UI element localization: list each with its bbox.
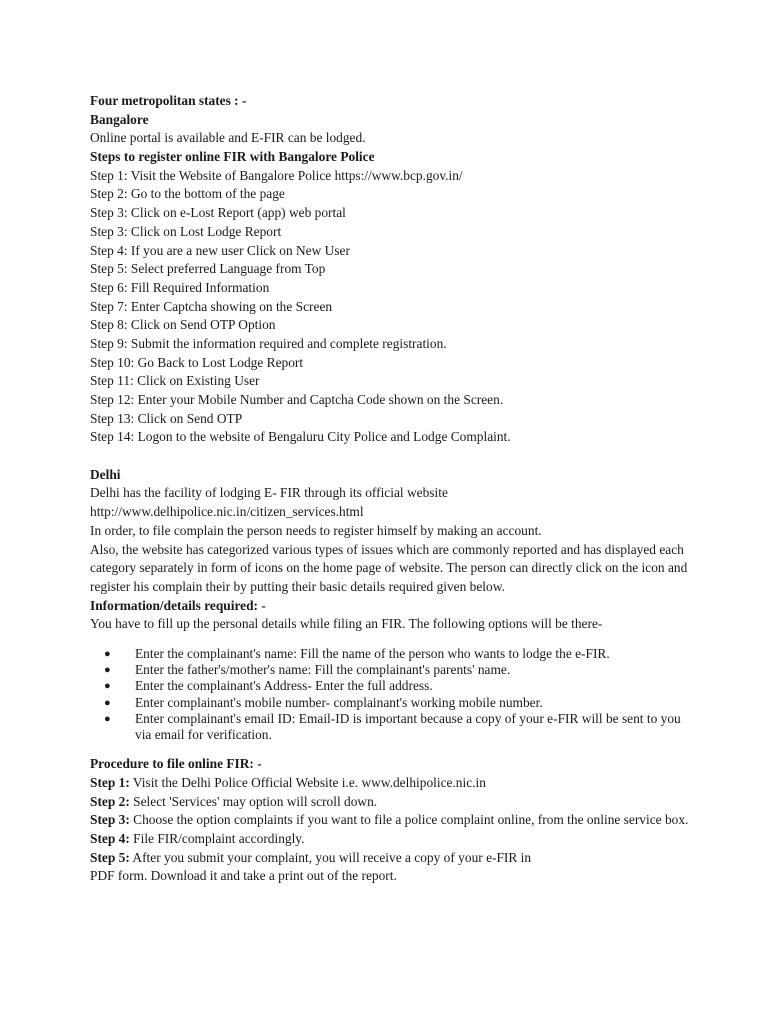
bullet-icon: ● bbox=[104, 680, 111, 693]
step-label: Step 5: bbox=[90, 849, 130, 865]
step-line: Step 11: Click on Existing User bbox=[90, 373, 260, 389]
step-label: Step 3: bbox=[90, 812, 130, 828]
list-item-text: Enter the complainant's Address- Enter the full address. bbox=[135, 678, 433, 694]
step-line: Step 10: Go Back to Lost Lodge Report bbox=[90, 354, 304, 370]
step-label: Step 1: bbox=[90, 774, 130, 790]
step-text: Choose the option complaints if you want to file a police complaint online, from the online service box. bbox=[129, 812, 689, 828]
list-item-text: Enter the complainant's name: Fill the name of the person who wants to lodge the e-FIR. bbox=[135, 645, 610, 661]
info-text: You have to fill up the personal details while filing an FIR. The following options will be there- bbox=[90, 616, 603, 632]
spacer bbox=[90, 447, 690, 466]
section-heading: Four metropolitan states : - bbox=[90, 93, 247, 108]
bangalore-steps-list bbox=[90, 167, 690, 447]
step-line: Step 8: Click on Send OTP Option bbox=[90, 317, 276, 333]
list-item bbox=[104, 710, 690, 743]
step-line: Step 3: Click on e-Lost Report (app) web portal bbox=[90, 205, 346, 221]
list-item bbox=[104, 645, 690, 662]
city-heading-bangalore: Bangalore bbox=[90, 111, 149, 127]
procedure-step bbox=[90, 811, 690, 830]
bullet-icon: ● bbox=[104, 647, 111, 660]
procedure-step bbox=[90, 793, 690, 812]
list-item bbox=[104, 662, 690, 678]
step-label: Step 2: bbox=[90, 793, 130, 809]
procedure-step bbox=[90, 830, 690, 849]
step-text: File FIR/complaint accordingly. bbox=[129, 831, 305, 846]
spacer bbox=[90, 743, 690, 755]
list-item-text: Enter complainant's email ID: Email-ID is important because a copy of your e-FIR will be sent to you via email for verification. bbox=[135, 710, 681, 742]
step-line: Step 6: Fill Required Information bbox=[90, 279, 270, 295]
step-text: Visit the Delhi Police Official Website i.e. www.delhipolice.nic.in bbox=[129, 774, 486, 790]
step-line: Step 2: Go to the bottom of the page bbox=[90, 186, 285, 202]
step-label: Step 4: bbox=[90, 831, 130, 846]
step-line: Step 7: Enter Captcha showing on the Screen bbox=[90, 298, 333, 314]
step-line: Step 13: Click on Send OTP bbox=[90, 410, 243, 426]
step-text: Select 'Services' may option will scroll down. bbox=[129, 793, 378, 809]
bangalore-steps-heading: Steps to register online FIR with Bangalore Police bbox=[90, 149, 375, 165]
city-heading-delhi: Delhi bbox=[90, 466, 121, 482]
details-bullet-list bbox=[90, 646, 690, 743]
step-line: Step 9: Submit the information required and complete registration. bbox=[90, 335, 447, 351]
step-line: Step 14: Logon to the website of Bengaluru City Police and Lodge Complaint. bbox=[90, 429, 511, 445]
step-line: Step 12: Enter your Mobile Number and Captcha Code shown on the Screen. bbox=[90, 392, 504, 407]
list-item bbox=[104, 694, 690, 711]
procedure-step bbox=[90, 774, 690, 793]
info-heading: Information/details required: - bbox=[90, 597, 266, 613]
list-item bbox=[104, 678, 690, 694]
bullet-icon: ● bbox=[104, 664, 111, 677]
spacer bbox=[90, 634, 690, 646]
delhi-website-url: http://www.delhipolice.nic.in/citizen_services.html bbox=[90, 504, 364, 520]
step-line: Step 3: Click on Lost Lodge Report bbox=[90, 223, 282, 239]
bullet-icon: ● bbox=[104, 696, 111, 709]
procedure-tail: PDF form. Download it and take a print out of the report. bbox=[90, 868, 397, 884]
delhi-line-1: Delhi has the facility of lodging E- FIR through its official website bbox=[90, 485, 448, 501]
step-line: Step 5: Select preferred Language from Top bbox=[90, 261, 326, 277]
document-body bbox=[90, 92, 690, 886]
bangalore-intro: Online portal is available and E-FIR can be lodged. bbox=[90, 130, 366, 146]
step-text: After you submit your complaint, you will receive a copy of your e-FIR in bbox=[129, 849, 532, 865]
bullet-icon: ● bbox=[104, 712, 111, 725]
procedure-step bbox=[90, 849, 690, 868]
step-line: Step 1: Visit the Website of Bangalore Police https://www.bcp.gov.in/ bbox=[90, 167, 463, 183]
list-item-text: Enter the father's/mother's name: Fill the complainant's parents' name. bbox=[135, 662, 511, 678]
procedure-heading: Procedure to file online FIR: - bbox=[90, 756, 262, 772]
delhi-paragraph: Also, the website has categorized various types of issues which are commonly reported and has displayed each category separately in form of icons on the home page of website. The person can directly click on the icon and register his complain their by putting their basic details required given below. bbox=[90, 541, 688, 594]
step-line: Step 4: If you are a new user Click on New User bbox=[90, 242, 350, 258]
delhi-line-2: In order, to file complain the person needs to register himself by making an account. bbox=[90, 522, 542, 538]
list-item-text: Enter complainant's mobile number- complainant's working mobile number. bbox=[135, 694, 543, 710]
procedure-list bbox=[90, 774, 690, 886]
